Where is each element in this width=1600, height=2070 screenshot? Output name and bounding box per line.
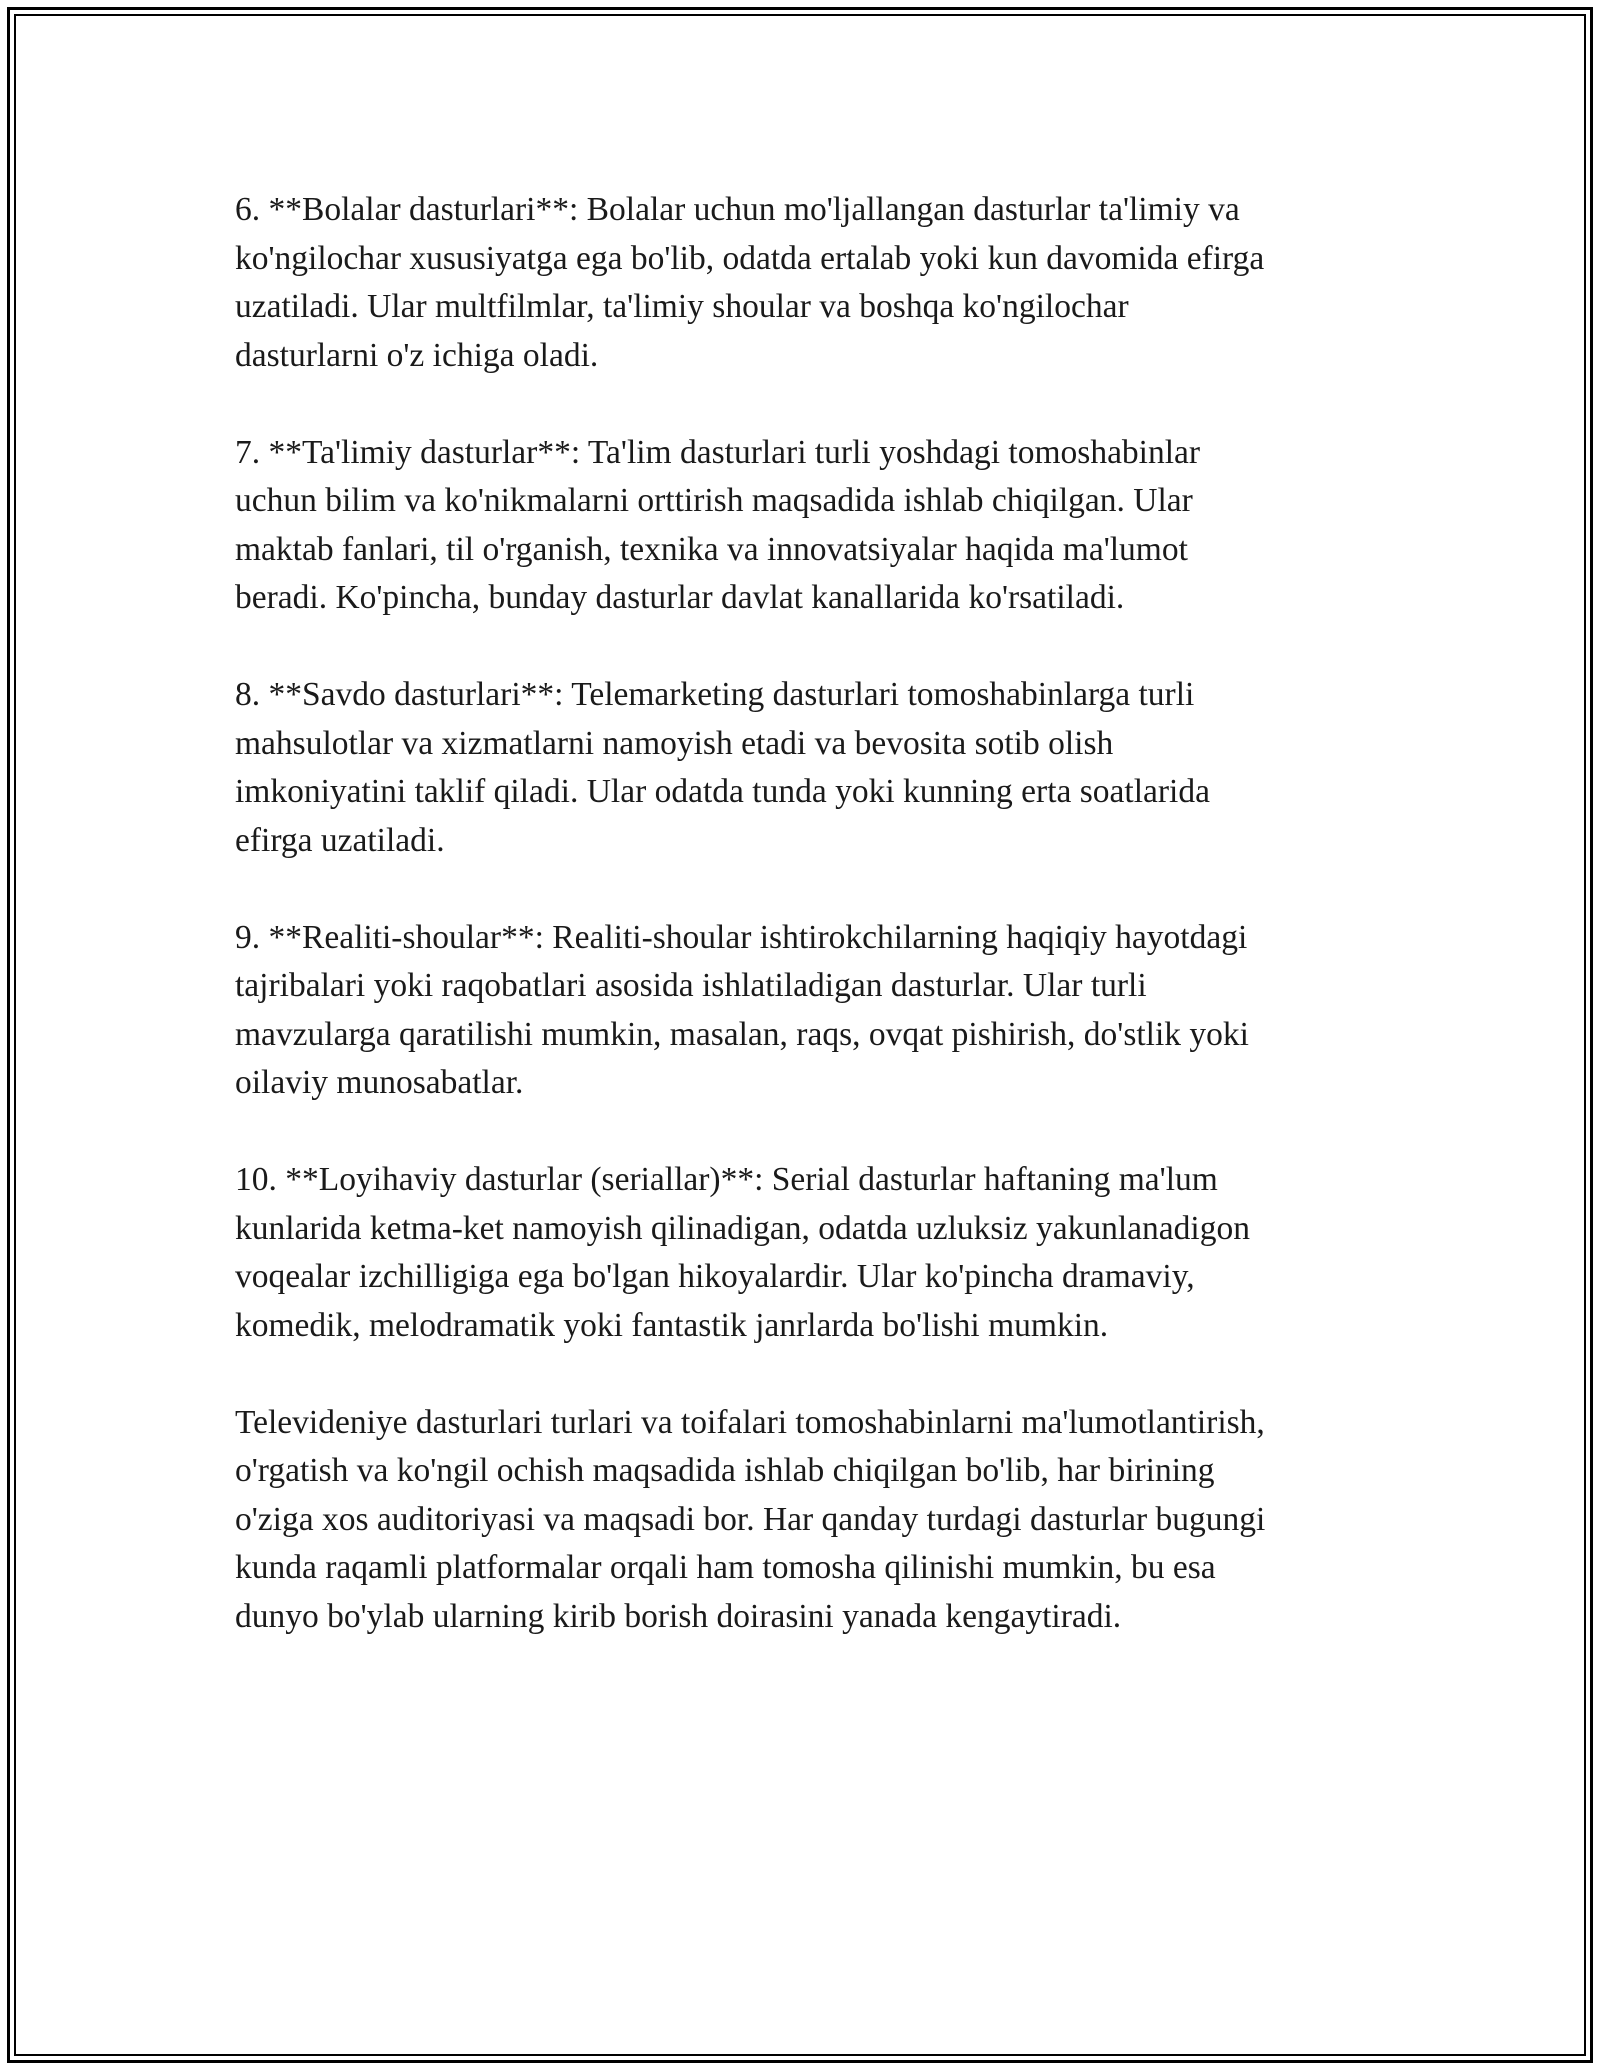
text-line: beradi. Ko'pincha, bunday dasturlar davlat kanallarida ko'rsatiladi. bbox=[235, 579, 1125, 616]
text-line: uzatiladi. Ular multfilmlar, ta'limiy shoular va boshqa ko'ngilochar bbox=[235, 288, 1129, 325]
text-line: mavzularga qaratilishi mumkin, masalan, raqs, ovqat pishirish, do'stlik yoki bbox=[235, 1015, 1249, 1053]
text-line: 10. **Loyihaviy dasturlar (seriallar)**: Serial dasturlar haftaning ma'lum bbox=[235, 1161, 1218, 1198]
text-line: ko'ngilochar xususiyatga ega bo'lib, odatda ertalab yoki kun davomida efirga bbox=[235, 239, 1265, 277]
text-line: o'ziga xos auditoriyasi va maqsadi bor. Har qanday turdagi dasturlar bugungi bbox=[235, 1500, 1266, 1538]
text-line: imkoniyatini taklif qiladi. Ular odatda tunda yoki kunning erta soatlarida bbox=[235, 773, 1210, 810]
text-line: efirga uzatiladi. bbox=[235, 821, 445, 859]
text-line: o'rgatish va ko'ngil ochish maqsadida ishlab chiqilgan bo'lib, har birining bbox=[235, 1452, 1215, 1489]
text-line: mahsulotlar va xizmatlarni namoyish etadi va bevosita sotib olish bbox=[235, 724, 1114, 762]
paragraph-savdo-dasturlari bbox=[235, 671, 1385, 865]
text-line: kunda raqamli platformalar orqali ham tomosha qilinishi mumkin, bu esa bbox=[235, 1549, 1216, 1586]
text-line: uchun bilim va ko'nikmalarni orttirish maqsadida ishlab chiqilgan. Ular bbox=[235, 482, 1193, 519]
text-line: dasturlarni o'z ichiga oladi. bbox=[235, 336, 599, 374]
text-line: oilaviy munosabatlar. bbox=[235, 1064, 524, 1101]
text-line: 7. **Ta'limiy dasturlar**: Ta'lim dasturlari turli yoshdagi tomoshabinlar bbox=[235, 433, 1201, 471]
text-line: kunlarida ketma-ket namoyish qilinadigan, odatda uzluksiz yakunlanadigon bbox=[235, 1209, 1250, 1247]
text-line: Televideniye dasturlari turlari va toifalari tomoshabinlarni ma'lumotlantirish, bbox=[235, 1403, 1265, 1441]
text-line: maktab fanlari, til o'rganish, texnika va innovatsiyalar haqida ma'lumot bbox=[235, 530, 1188, 568]
text-line: voqealar izchilligiga ega bo'lgan hikoyalardir. Ular ko'pincha dramaviy, bbox=[235, 1258, 1195, 1295]
paragraph-conclusion bbox=[235, 1399, 1385, 1642]
text-line: tajribalari yoki raqobatlari asosida ishlatiladigan dasturlar. Ular turli bbox=[235, 967, 1147, 1004]
text-line: 9. **Realiti-shoular**: Realiti-shoular ishtirokchilarning haqiqiy hayotdagi bbox=[235, 918, 1248, 956]
document-body bbox=[235, 186, 1385, 1690]
text-line: 6. **Bolalar dasturlari**: Bolalar uchun mo'ljallangan dasturlar ta'limiy va bbox=[235, 191, 1240, 228]
paragraph-talimiy-dasturlar bbox=[235, 429, 1385, 623]
text-line: dunyo bo'ylab ularning kirib borish doirasini yanada kengaytiradi. bbox=[235, 1597, 1122, 1635]
paragraph-bolalar-dasturlari bbox=[235, 186, 1385, 380]
text-line: komedik, melodramatik yoki fantastik janrlarda bo'lishi mumkin. bbox=[235, 1306, 1109, 1344]
paragraph-loyihaviy-dasturlar bbox=[235, 1156, 1385, 1350]
text-line: 8. **Savdo dasturlari**: Telemarketing dasturlari tomoshabinlarga turli bbox=[235, 676, 1195, 713]
paragraph-realiti-shoular bbox=[235, 914, 1385, 1108]
